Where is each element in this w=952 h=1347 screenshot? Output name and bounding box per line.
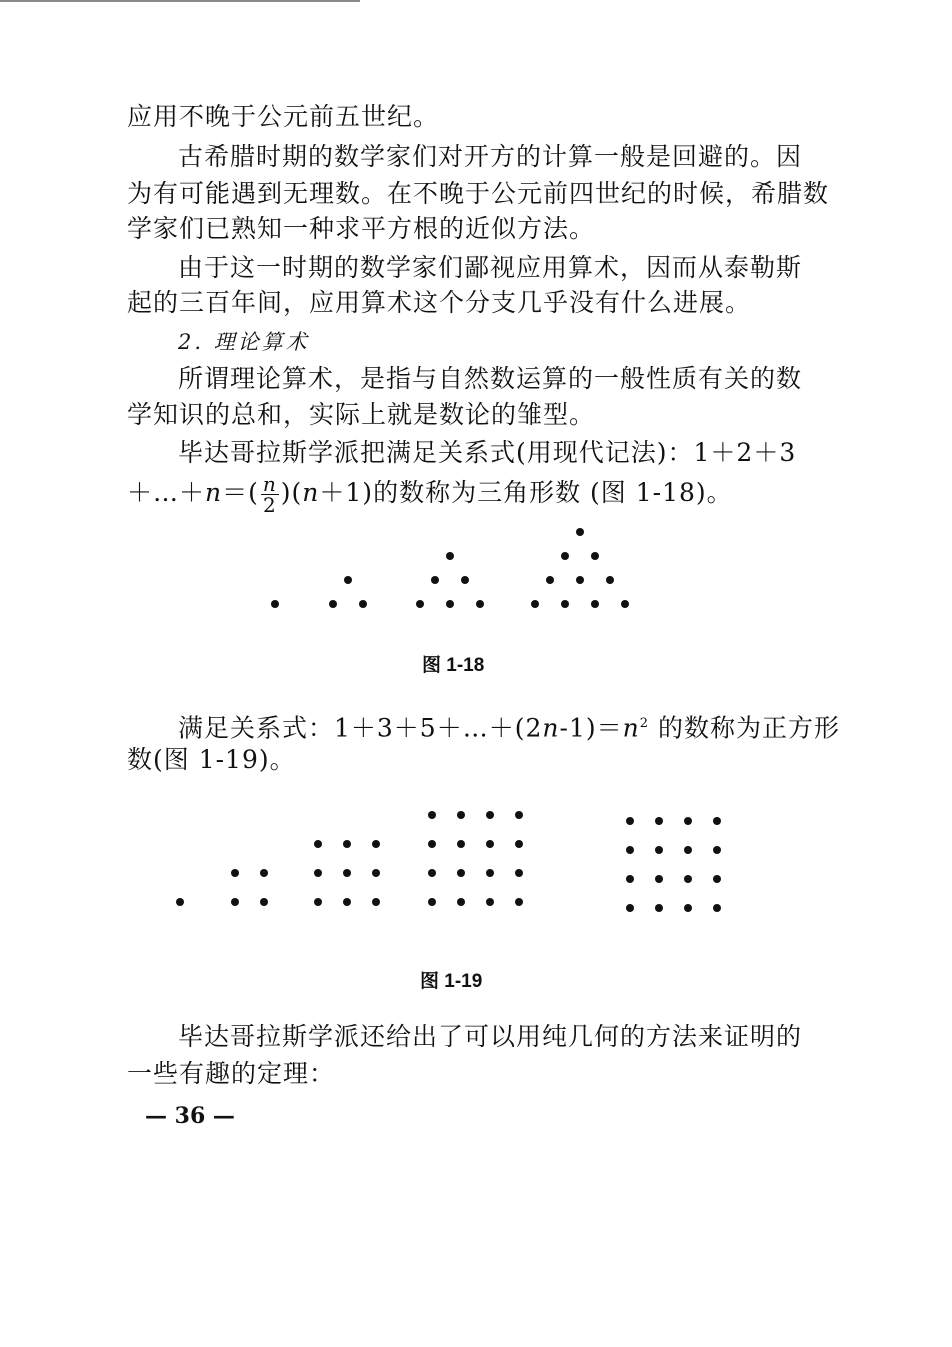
figure-caption-1-18: 图 1-18 [422, 655, 485, 676]
square-dot [515, 869, 523, 877]
square-dot [372, 840, 380, 848]
triangle-dot [531, 600, 539, 608]
triangle-dot [329, 600, 337, 608]
formula-text: ＋…＋ [127, 478, 206, 507]
triangle-dot [271, 600, 279, 608]
text-line: 所谓理论算术，是指与自然数运算的一般性质有关的数 [178, 364, 803, 393]
square-dot [626, 875, 634, 883]
square-dot [684, 817, 692, 825]
square-dot [343, 898, 351, 906]
text-line: 毕达哥拉斯学派把满足关系式(用现代记法)：1＋2＋3 [178, 438, 797, 467]
square-dot [655, 904, 663, 912]
formula-var: n [302, 478, 320, 507]
triangle-dot [446, 552, 454, 560]
square-dot [428, 840, 436, 848]
square-dot [457, 869, 465, 877]
formula-text: )( [280, 478, 303, 507]
page-number: — 36 — [145, 1103, 235, 1129]
text-line: 应用不晚于公元前五世纪。 [127, 102, 440, 131]
square-dot [428, 898, 436, 906]
triangle-dot [359, 600, 367, 608]
triangle-dot [621, 600, 629, 608]
triangle-dot [576, 576, 584, 584]
square-dot [372, 898, 380, 906]
square-dot [428, 869, 436, 877]
exponent: 2 [639, 716, 649, 731]
square-dot [314, 898, 322, 906]
square-dot [655, 817, 663, 825]
text-line: 起的三百年间，应用算术这个分支几乎没有什么进展。 [127, 288, 752, 317]
square-dot [343, 840, 351, 848]
square-dot [515, 811, 523, 819]
square-dot [457, 811, 465, 819]
formula-var: n [542, 713, 560, 743]
formula-text: ＋1)的数称为三角形数 (图 1-18)。 [319, 478, 733, 507]
square-dot [176, 898, 184, 906]
text-line: 学家们已熟知一种求平方根的近似方法。 [127, 214, 596, 243]
formula-var: n [622, 713, 640, 743]
formula-text: ＝( [222, 478, 259, 507]
text-line: 数(图 1-19)。 [127, 745, 296, 774]
square-dot [713, 817, 721, 825]
square-dot [314, 840, 322, 848]
square-dot [684, 846, 692, 854]
triangle-dot [461, 576, 469, 584]
triangle-dot [416, 600, 424, 608]
square-dot [655, 846, 663, 854]
square-dot [655, 875, 663, 883]
square-dot [486, 811, 494, 819]
text-line: 学知识的总和，实际上就是数论的雏型。 [127, 400, 596, 429]
square-dot [486, 840, 494, 848]
square-dot [713, 875, 721, 883]
fraction-denominator: 2 [262, 493, 277, 517]
square-dot [684, 904, 692, 912]
triangle-dot [591, 600, 599, 608]
fraction-numerator: n [262, 472, 277, 496]
text-line: 为有可能遇到无理数。在不晚于公元前四世纪的时候，希腊数 [127, 179, 830, 208]
square-dot [626, 904, 634, 912]
square-dot [684, 875, 692, 883]
square-dot [428, 811, 436, 819]
square-dot [260, 869, 268, 877]
formula-line [178, 707, 840, 745]
formula-text: 的数称为正方形 [649, 713, 840, 743]
triangle-dot [446, 600, 454, 608]
square-dot [713, 846, 721, 854]
square-dot [457, 840, 465, 848]
square-dot [515, 840, 523, 848]
text-line: 由于这一时期的数学家们鄙视应用算术，因而从泰勒斯 [178, 253, 803, 282]
formula-text: 满足关系式：1＋3＋5＋…＋(2 [178, 713, 543, 743]
triangle-dot [561, 600, 569, 608]
square-dot [260, 898, 268, 906]
square-dot [486, 898, 494, 906]
formula-var: n [205, 478, 223, 507]
square-dot [457, 898, 465, 906]
square-dot [626, 817, 634, 825]
formula-text: -1)＝ [559, 713, 623, 743]
square-dot [626, 846, 634, 854]
text-line: 古希腊时期的数学家们对开方的计算一般是回避的。因 [178, 142, 803, 171]
square-dot [231, 898, 239, 906]
square-dot [486, 869, 494, 877]
square-dot [314, 869, 322, 877]
square-dot [713, 904, 721, 912]
square-dot [515, 898, 523, 906]
triangle-dot [546, 576, 554, 584]
triangle-dot [591, 552, 599, 560]
figure-caption-1-19: 图 1-19 [420, 971, 483, 992]
triangle-dot [476, 600, 484, 608]
square-dot [372, 869, 380, 877]
triangle-dot [606, 576, 614, 584]
text-line: 毕达哥拉斯学派还给出了可以用纯几何的方法来证明的 [178, 1022, 803, 1051]
square-dot [231, 869, 239, 877]
section-heading: 2. 理论算术 [178, 330, 310, 354]
triangle-dot [431, 576, 439, 584]
triangle-dot [344, 576, 352, 584]
text-line: 一些有趣的定理： [127, 1059, 336, 1088]
triangle-dot [576, 528, 584, 536]
square-dot [343, 869, 351, 877]
triangle-dot [561, 552, 569, 560]
